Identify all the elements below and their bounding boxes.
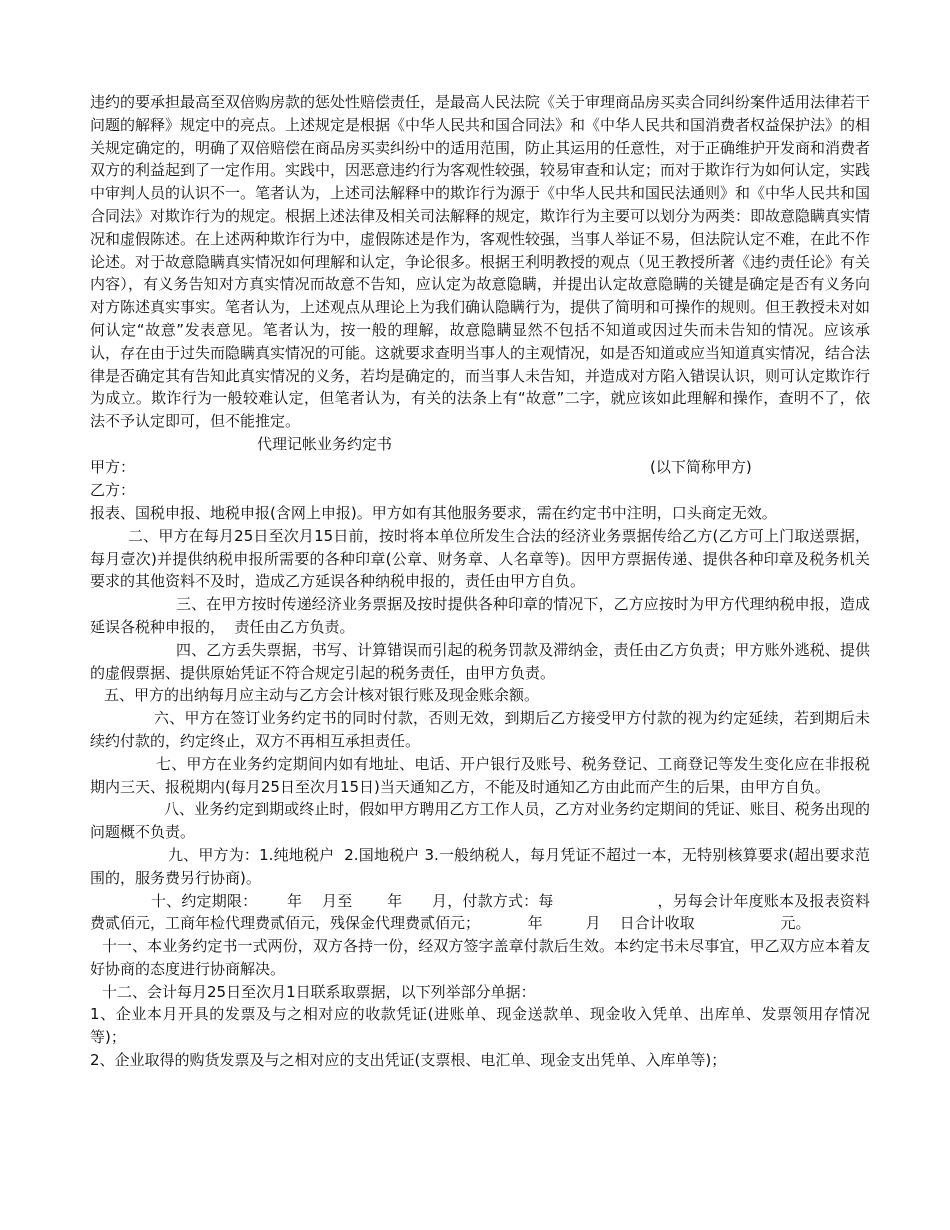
clause-5: 五、甲方的出纳每月应主动与乙方会计核对银行账及现金账余额。 (104, 686, 540, 705)
clause-4: 四、乙方丢失票据，书写、计算错误而引起的税务罚款及滞纳金，责任由乙方负责；甲方账外逃税、提供的虚假票据、提供原始凭证不符合规定引起的税务责任，由甲方负责。 (90, 640, 870, 682)
clause-11: 十一、本业务约定书一式两份，双方各持一份，经双方签字盖章付款后生效。本约定书未尽事宜，甲乙双方应本着友好协商的态度进行协商解决。 (90, 937, 870, 978)
document-list-item-2: 2、企业取得的购货发票及与之相对应的支出凭证(支票根、电汇单、现金支出凭单、入库单等)； (90, 1051, 727, 1070)
clause-8: 八、业务约定到期或终止时，假如甲方聘用乙方工作人员，乙方对业务约定期间的凭证、账目、税务出现的问题概不负责。 (90, 800, 870, 842)
party-b-line (90, 479, 870, 502)
party-a-label: 甲方： (90, 457, 136, 476)
clause-3: 三、在甲方按时传递经济业务票据及按时提供各种印章的情况下，乙方应按时为甲方代理纳税申报，造成延误各税种申报的， 责任由乙方负责。 (90, 595, 870, 636)
party-a-line (90, 456, 870, 479)
clause-6: 六、甲方在签订业务约定书的同时付款，否则无效，到期后乙方接受甲方付款的视为约定延续，若到期后未续约付款的，约定终止，双方不再相互承担责任。 (90, 709, 870, 750)
clause-1-tail: 报表、国税申报、地税申报(含网上申报)。甲方如有其他服务要求，需在约定书中注明，口头商定无效。 (90, 503, 777, 522)
contract-title: 代理记帐业务约定书 (257, 434, 393, 453)
clause-2: 二、甲方在每月25日至次月15日前，按时将本单位所发生合法的经济业务票据传给乙方(乙方可上门取送票据，每月壹次)并提供纳税申报所需要的各种印章(公章、财务章、人名章等)。因甲方票据传递、提供各种印章及税务机关要求的其他资料不及时，造成乙方延误各种纳税申报的，责任由甲方自负。 (90, 526, 870, 591)
clause-7: 七、甲方在业务约定期间内如有地址、电话、开户银行及账号、税务登记、工商登记等发生变化应在非报税期内三天、报税期内(每月25日至次月15日)当天通知乙方，不能及时通知乙方由此而产生的后果，由甲方自负。 (90, 754, 870, 796)
document-page (90, 91, 870, 1072)
document-list-item-1: 1、企业本月开具的发票及与之相对应的收款凭证(进账单、现金送款单、现金收入凭单、出库单、发票领用存情况等)； (90, 1005, 870, 1047)
intro-paragraph: 违约的要承担最高至双倍购房款的惩处性赔偿责任，是最高人民法院《关于审理商品房买卖合同纠纷案件适用法律若干问题的解释》规定中的亮点。上述规定是根据《中华人民共和国合同法》和《中华人民共和国消费者权益保护法》的相关规定确定的，明确了双倍赔偿在商品房买卖纠纷中的适用范围，防止其运用的任意性，对于正确维护开发商和消费者双方的利益起到了一定作用。实践中，因恶意违约行为客观性较强，较易审查和认定；而对于欺诈行为如何认定，实践中审判人员的认识不一。笔者认为，上述司法解释中的欺诈行为源于《中华人民共和国民法通则》和《中华人民共和国合同法》对欺诈行为的规定。根据上述法律及相关司法解释的规定，欺诈行为主要可以划分为两类：即故意隐瞒真实情况和虚假陈述。在上述两种欺诈行为中，虚假陈述是作为，客观性较强，当事人举证不易，但法院认定不难，在此不作论述。对于故意隐瞒真实情况如何理解和认定，争论很多。根据王利明教授的观点（见王教授所著《违约责任论》有关内容），有义务告知对方真实情况而故意不告知，应认定为故意隐瞒，并提出认定故意隐瞒的关键是确定是否有义务向对方陈述真实事实。笔者认为，上述观点从理论上为我们确认隐瞒行为，提供了简明和可操作的规则。但王教授未对如何认定“故意”发表意见。笔者认为，按一般的理解，故意隐瞒显然不包括不知道或因过失而未告知的情况。应该承认，存在由于过失而隐瞒真实情况的可能。这就要求查明当事人的主观情况，如是否知道或应当知道真实情况，结合法律是否确定其有告知此真实情况的义务，若均是确定的，而当事人未告知，并造成对方陷入错误认识，则可认定欺诈行为成立。欺诈行为一般较难认定，但笔者认为，有关的法条上有“故意”二字，就应该如此理解和操作，查明不了，依法不予认定即可，但不能推定。 (90, 93, 871, 431)
party-b-label: 乙方： (90, 480, 136, 499)
clause-9: 九、甲方为：1.纯地税户 2.国地税户 3.一般纳税人，每月凭证不超过一本，无特别核算要求(超出要求范围的，服务费另行协商)。 (90, 845, 870, 887)
clause-10: 十、约定期限： 年 月至 年 月，付款方式：每 ，另每会计年度账本及报表资料费贰佰元，工商年检代理费贰佰元，残保金代理费贰佰元； 年 月 日合计收取 元。 (90, 891, 870, 933)
party-a-note: (以下简称甲方) (650, 457, 752, 476)
clause-12: 十二、会计每月25日至次月1日联系取票据，以下列举部分单据： (102, 982, 536, 1001)
